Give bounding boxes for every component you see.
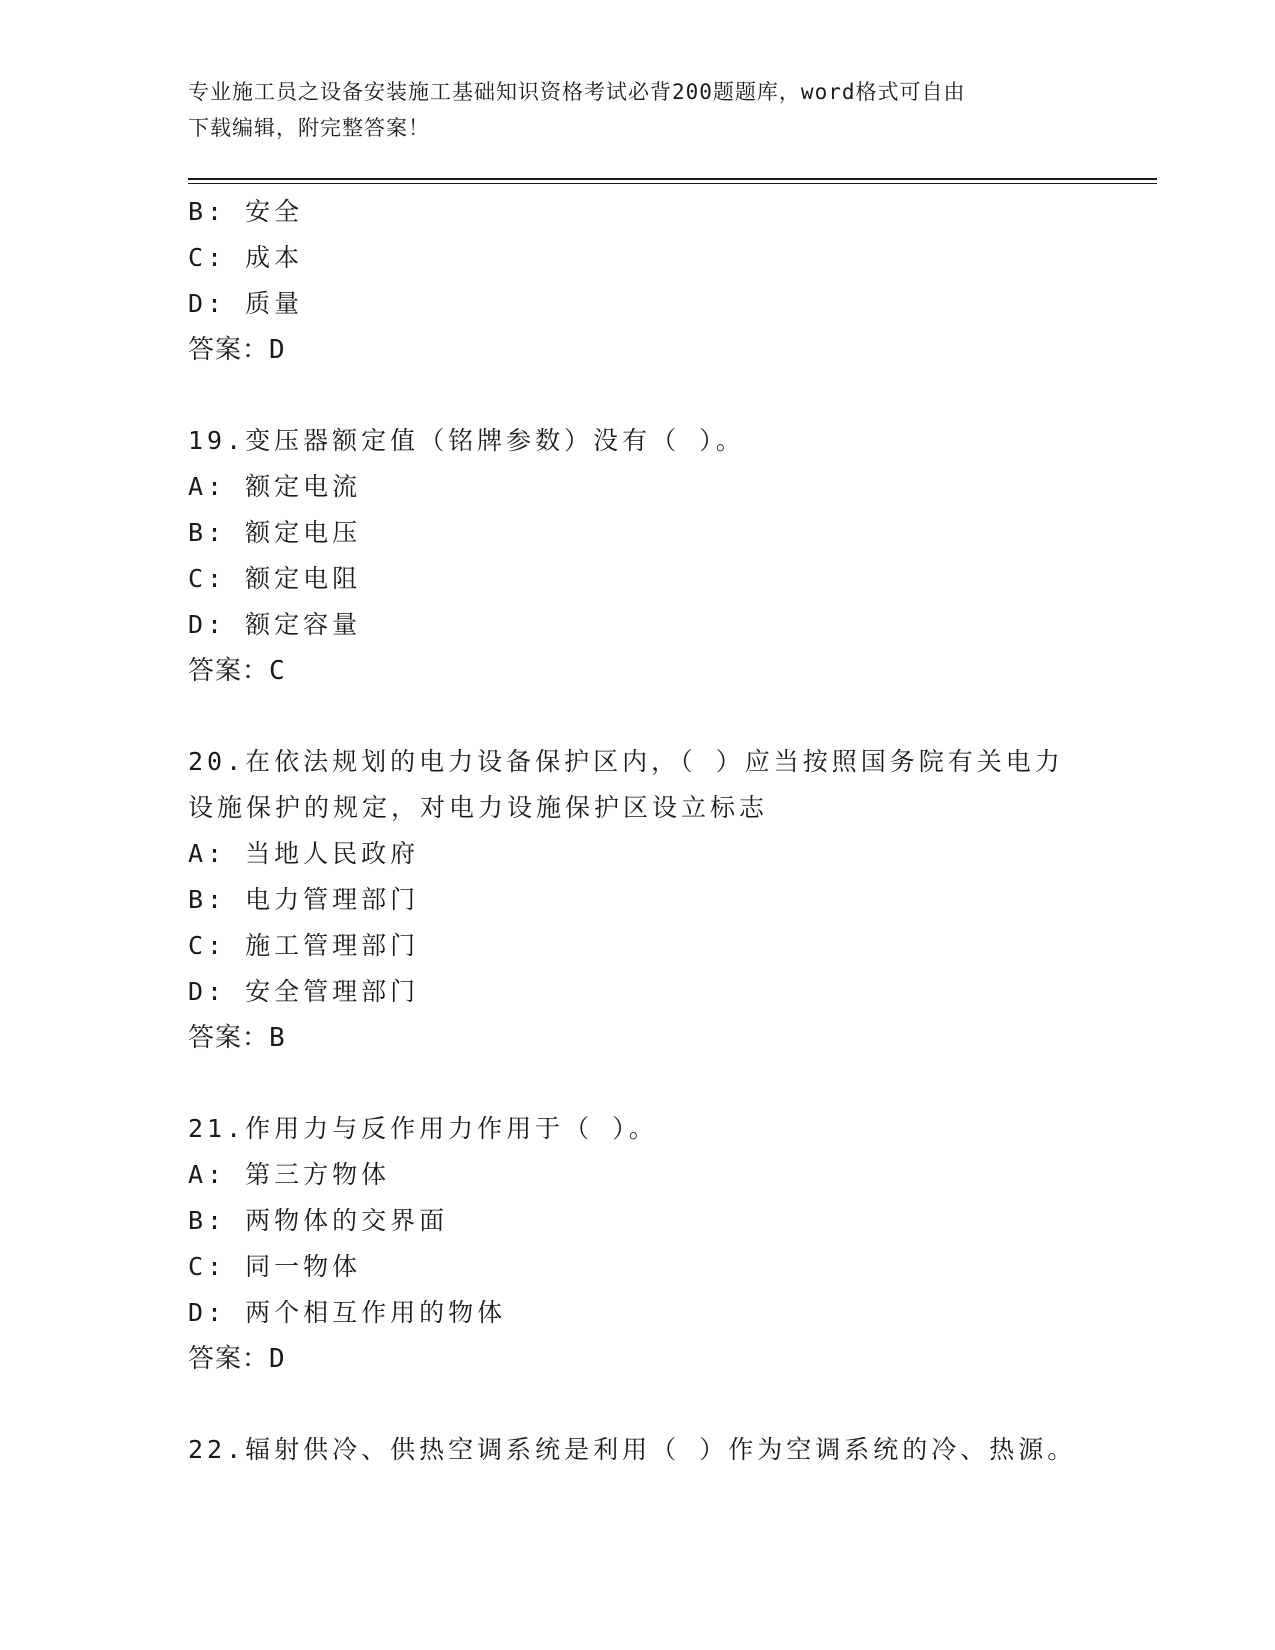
spacer	[188, 694, 1088, 739]
option-d: D: 安全管理部门	[188, 977, 420, 1006]
option-d: D: 质量	[188, 289, 304, 318]
option-a: A: 第三方物体	[188, 1160, 391, 1189]
question-block-18	[188, 189, 1088, 373]
spacer	[188, 1382, 1088, 1427]
option-d: D: 两个相互作用的物体	[188, 1298, 507, 1327]
option-c: C: 成本	[188, 243, 304, 272]
header-title-line-1: 专业施工员之设备安装施工基础知识资格考试必背200题题库，word格式可自由	[188, 80, 966, 104]
option-d: D: 额定容量	[188, 610, 362, 639]
option-c: C: 额定电阻	[188, 564, 362, 593]
option-b: B: 电力管理部门	[188, 885, 420, 914]
question-block-20	[188, 739, 1088, 1061]
header-divider-thin	[188, 183, 1157, 184]
document-header	[188, 74, 1068, 146]
option-b: B: 安全	[188, 197, 304, 226]
question-block-21	[188, 1106, 1088, 1382]
option-a: A: 当地人民政府	[188, 839, 420, 868]
spacer	[188, 1061, 1088, 1106]
option-b: B: 额定电压	[188, 518, 362, 547]
header-divider-thick	[188, 178, 1157, 180]
question-block-22	[188, 1427, 1088, 1473]
answer: 答案：C	[188, 656, 286, 686]
option-c: C: 同一物体	[188, 1252, 362, 1281]
question-block-19	[188, 418, 1088, 694]
option-b: B: 两物体的交界面	[188, 1206, 449, 1235]
question-text-line-1: 20.在依法规划的电力设备保护区内，（ ）应当按照国务院有关电力	[188, 747, 1064, 776]
option-a: A: 额定电流	[188, 472, 362, 501]
question-text: 22.辐射供冷、供热空调系统是利用（ ）作为空调系统的冷、热源。	[188, 1435, 1077, 1464]
question-list	[188, 189, 1088, 1473]
answer: 答案：B	[188, 1023, 286, 1053]
spacer	[188, 373, 1088, 418]
question-text: 21.作用力与反作用力作用于（ ）。	[188, 1114, 658, 1143]
answer: 答案：D	[188, 335, 286, 365]
header-title-line-2: 下载编辑，附完整答案！	[188, 116, 430, 140]
question-text-line-2: 设施保护的规定，对电力设施保护区设立标志	[188, 793, 769, 822]
answer: 答案：D	[188, 1344, 286, 1374]
option-c: C: 施工管理部门	[188, 931, 420, 960]
question-text: 19.变压器额定值（铭牌参数）没有（ ）。	[188, 426, 745, 455]
